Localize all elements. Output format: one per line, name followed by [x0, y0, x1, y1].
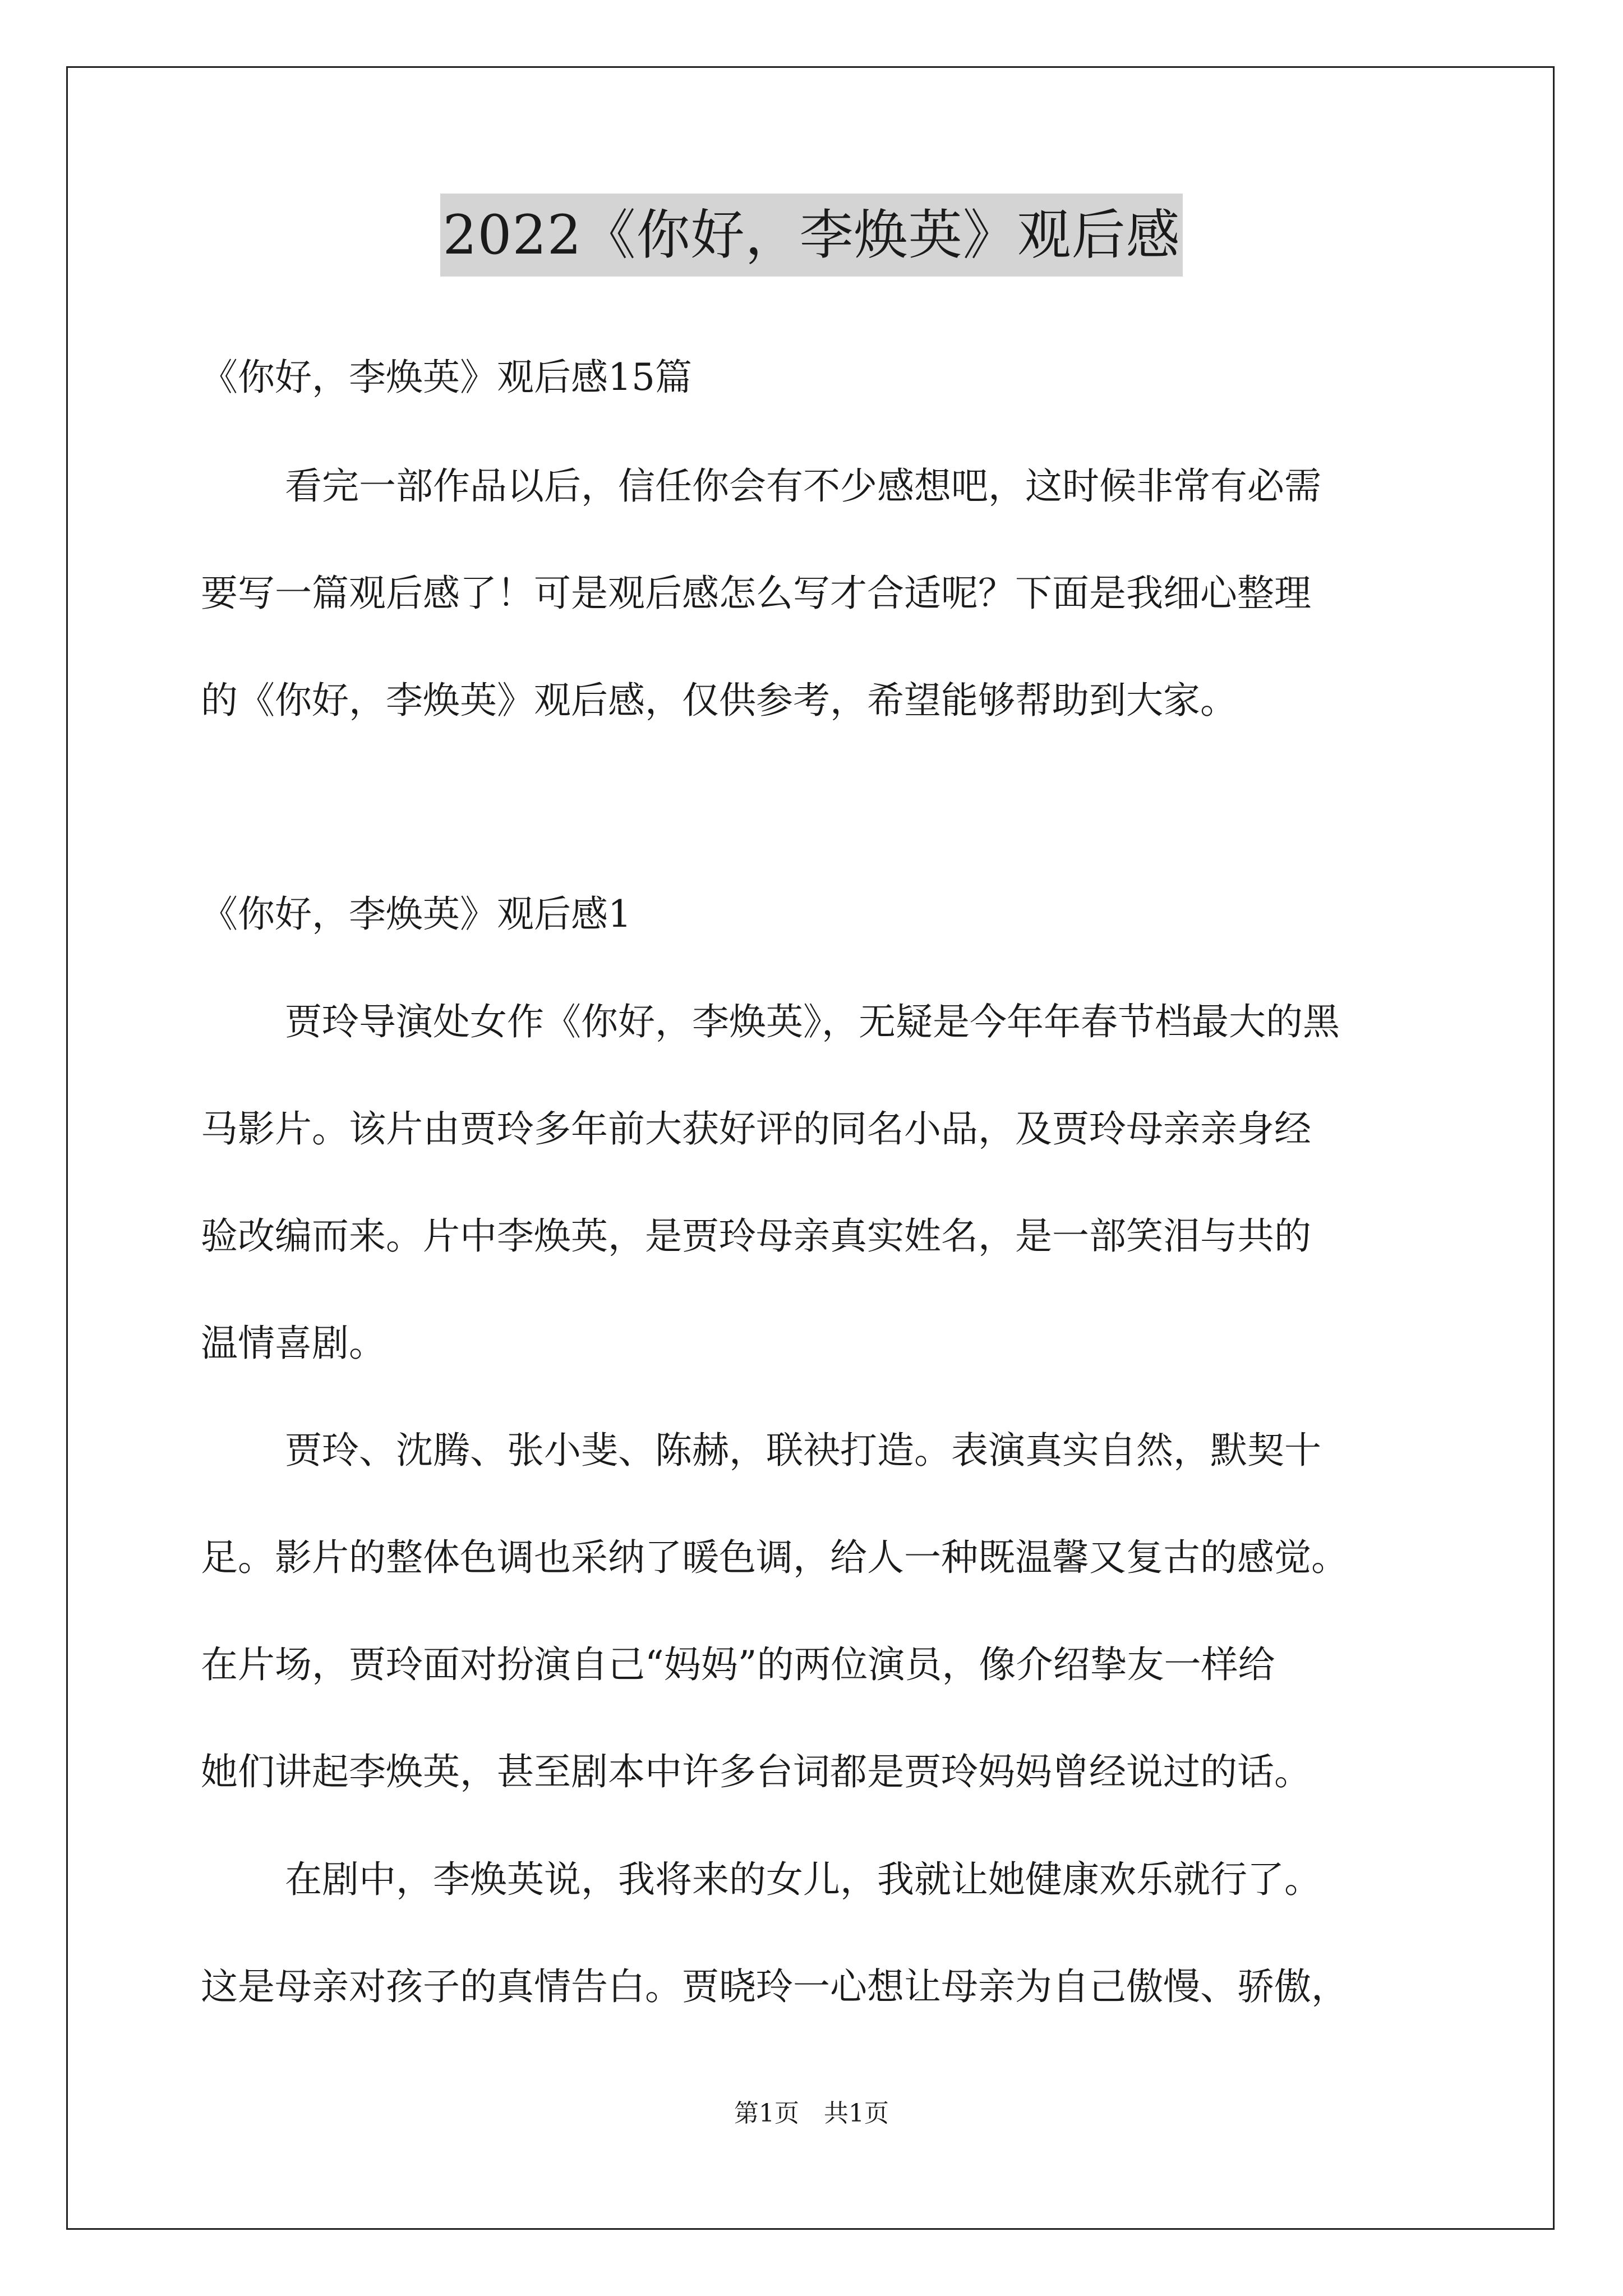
intro-line: 要写一篇观后感了！可是观后感怎么写才合适呢？下面是我细心整理: [201, 572, 1311, 615]
paragraph-line: 她们讲起李焕英，甚至剧本中许多台词都是贾玲妈妈曾经说过的话。: [201, 1750, 1311, 1793]
paragraph-line: 这是母亲对孩子的真情告白。贾晓玲一心想让母亲为自己傲慢、骄傲，: [201, 1965, 1348, 2008]
document-subtitle: 《你好，李焕英》观后感15篇: [201, 356, 692, 399]
paragraph-line: 验改编而来。片中李焕英，是贾玲母亲真实姓名，是一部笑泪与共的: [201, 1214, 1311, 1258]
section-heading: 《你好，李焕英》观后感1: [201, 892, 631, 936]
intro-line: 看完一部作品以后，信任你会有不少感想吧，这时候非常有必需: [285, 464, 1321, 508]
paragraph-line: 马影片。该片由贾玲多年前大获好评的同名小品，及贾玲母亲亲身经: [201, 1107, 1311, 1151]
intro-line: 的《你好，李焕英》观后感，仅供参考，希望能够帮助到大家。: [201, 679, 1237, 722]
document-title: 2022《你好，李焕英》观后感: [440, 194, 1182, 277]
paragraph-line: 贾玲、沈腾、张小斐、陈赫，联袂打造。表演真实自然，默契十: [285, 1429, 1321, 1472]
page-footer: 第1页 共1页: [734, 2099, 889, 2128]
paragraph-line: 贾玲导演处女作《你好，李焕英》，无疑是今年年春节档最大的黑: [285, 1000, 1340, 1043]
paragraph-line: 在剧中，李焕英说，我将来的女儿，我就让她健康欢乐就行了。: [285, 1858, 1321, 1901]
paragraph-line: 温情喜剧。: [201, 1322, 386, 1365]
paragraph-line: 足。影片的整体色调也采纳了暖色调，给人一种既温馨又复古的感觉。: [201, 1536, 1348, 1579]
paragraph-line: 在片场，贾玲面对扮演自己“妈妈”的两位演员，像介绍挚友一样给: [201, 1643, 1275, 1686]
title-container: [0, 194, 1623, 277]
